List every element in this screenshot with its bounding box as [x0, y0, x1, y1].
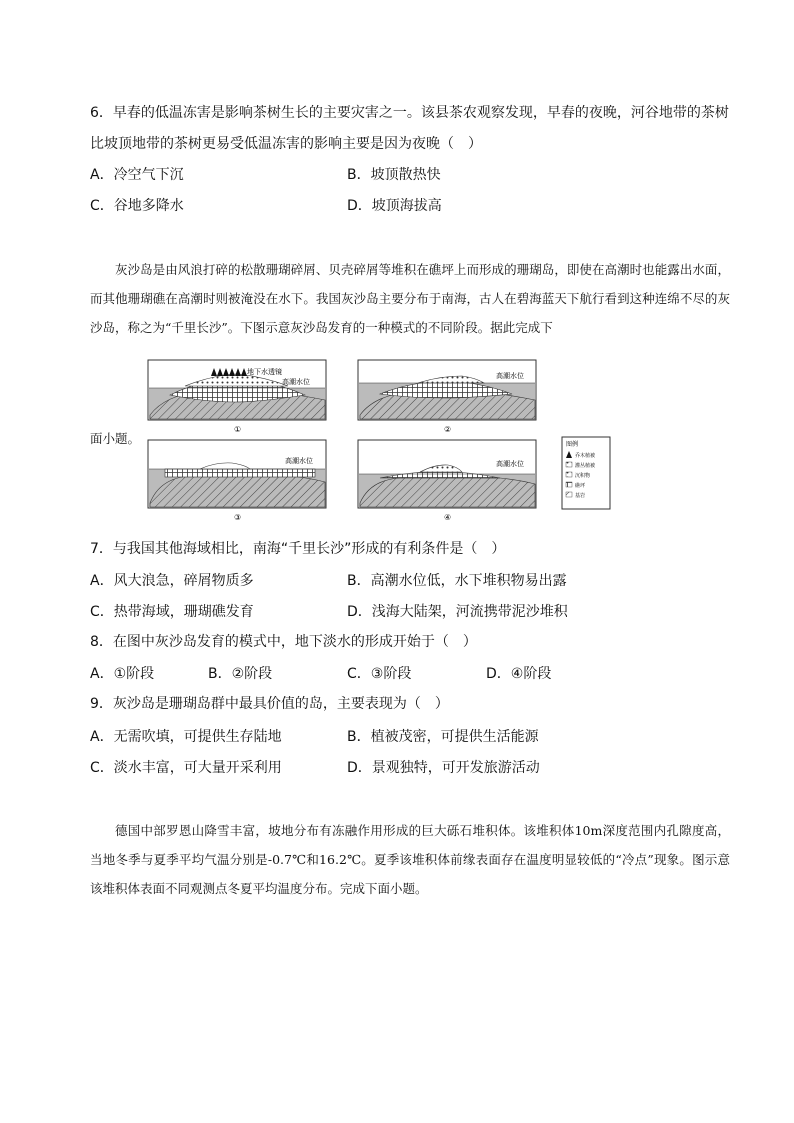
passage-tail: 面小题。 — [90, 431, 141, 446]
label-tide-1: 高潮水位 — [282, 378, 310, 386]
q6-option-a: A．冷空气下沉 — [90, 167, 184, 183]
label-groundwater: 地下水透镜 — [247, 368, 282, 376]
q7-option-a: A．风大浪急，碎屑物质多 — [90, 573, 254, 589]
stage-panel-4 — [358, 440, 536, 522]
legend-reef-flat: 礁坪 — [575, 483, 586, 489]
q8-option-c: C．③阶段 — [347, 666, 412, 682]
q9-option-b: B．植被茂密，可提供生活能源 — [347, 729, 539, 745]
stage-label-2: ② — [444, 425, 452, 434]
legend-trees: 乔木植被 — [575, 453, 596, 459]
passage-coral-island: 灰沙岛是由风浪打碎的松散珊瑚碎屑、贝壳碎屑等堆积在礁坪上而形成的珊瑚岛，即使在高潮时也能露出水面，而其他珊瑚礁在高潮时则被淹没在水下。我国灰沙岛主要分布于南海，古人在碧海蓝天下航行看到这种连绵不尽的灰沙岛，称之为“千里长沙”。下图示意灰沙岛发育的一种模式的不同阶段。据此完成下 — [90, 262, 730, 335]
legend-reef-flat-icon — [566, 482, 572, 487]
legend-title: 图例 — [566, 441, 579, 448]
stage-panel-1 — [148, 360, 326, 434]
q7-option-c: C．热带海域，珊瑚礁发育 — [90, 604, 254, 620]
q6-option-c: C．谷地多降水 — [90, 198, 184, 214]
stage-panel-2 — [358, 360, 536, 434]
q8-option-a: A．①阶段 — [90, 666, 155, 682]
question-9-stem: 9．灰沙岛是珊瑚岛群中最具价值的岛，主要表现为（ ） — [90, 696, 449, 712]
stage-label-4: ④ — [444, 513, 452, 522]
legend-sediment-icon — [566, 472, 572, 477]
label-tide-2: 高潮水位 — [496, 372, 524, 380]
q8-option-d: D．④阶段 — [486, 666, 552, 682]
q6-option-d: D．坡顶海拔高 — [347, 198, 442, 214]
label-tide-4: 高潮水位 — [496, 460, 524, 468]
legend-shrubs: 灌丛植被 — [575, 463, 596, 469]
q8-option-b: B．②阶段 — [208, 666, 273, 682]
legend-bedrock: 基岩 — [575, 493, 586, 499]
legend-shrub-icon — [566, 462, 572, 467]
q9-option-d: D．景观独特，可开发旅游活动 — [347, 760, 540, 776]
label-tide-3: 高潮水位 — [285, 457, 313, 465]
q7-option-b: B．高潮水位低，水下堆积物易出露 — [347, 573, 567, 589]
question-8-stem: 8．在图中灰沙岛发育的模式中，地下淡水的形成开始于（ ） — [90, 634, 477, 650]
question-6-stem: 6．早春的低温冻害是影响茶树生长的主要灾害之一。该县茶农观察发现，早春的夜晚，河谷地带的茶树比坡顶地带的茶树更易受低温冻害的影响主要是因为夜晚（ ） — [90, 105, 729, 152]
passage-rock-glacier: 德国中部罗恩山降雪丰富，坡地分布有冻融作用形成的巨大砾石堆积体。该堆积体10m深度范围内孔隙度高，当地冬季与夏季平均气温分别是-0.7℃和16.2℃。夏季该堆积体前缘表面存在温度明显较低的“冷点”现象。图示意该堆积体表面不同观测点冬夏平均温度分布。完成下面小题。 — [90, 823, 730, 896]
stage-label-3: ③ — [234, 513, 242, 522]
question-7-stem: 7．与我国其他海域相比，南海“千里长沙”形成的有利条件是（ ） — [90, 541, 506, 557]
legend-sediment: 沉积物 — [575, 473, 591, 479]
figure-legend — [562, 437, 610, 509]
stage-label-1: ① — [234, 425, 242, 434]
q9-option-a: A．无需吹填，可提供生存陆地 — [90, 729, 282, 745]
q7-option-d: D．浅海大陆架，河流携带泥沙堆积 — [347, 604, 568, 620]
stage-panel-3 — [148, 440, 326, 522]
legend-bedrock-icon — [566, 492, 572, 497]
q9-option-c: C．淡水丰富，可大量开采利用 — [90, 760, 282, 776]
q6-option-b: B．坡顶散热快 — [347, 167, 441, 183]
